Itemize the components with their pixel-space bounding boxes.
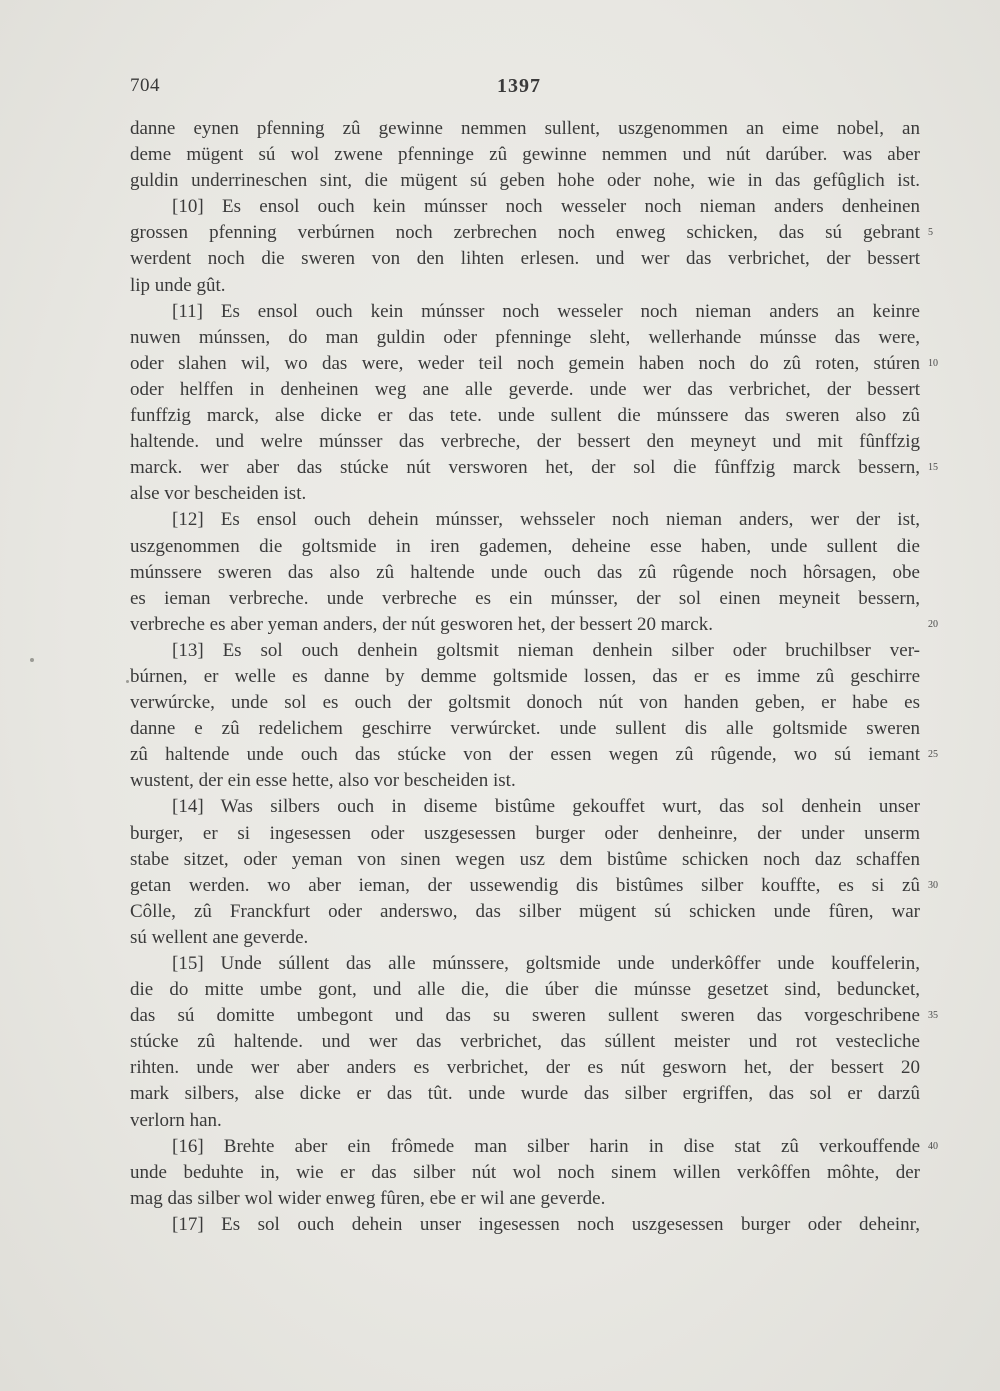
text-line: funffzig marck, alse dicke er das tete. unde sullent die múnssere das sweren also zû bbox=[130, 405, 920, 427]
margin-line-number: 30 bbox=[928, 879, 938, 891]
text-line: mag das silber wol wider enweg fûren, ebe er wil ane geverde. bbox=[130, 1187, 606, 1209]
text-line: danne e zû redelichem geschirre verwúrcket. unde sullent dis alle goltsmide sweren bbox=[130, 718, 920, 740]
text-line: die do mitte umbe gont, und alle die, die úber die múnsse gesetzet sind, beduncket, bbox=[130, 979, 920, 1001]
margin-line-number: 15 bbox=[928, 462, 938, 474]
text-line: marck. wer aber das stúcke nút versworen het, der sol die fûnffzig marck bessern, bbox=[130, 457, 920, 479]
text-line: zû haltende unde ouch das stúcke von der essen wegen zû rûgende, wo sú iemant bbox=[130, 744, 920, 766]
text-line: getan werden. wo aber ieman, der ussewendig dis bistûmes silber kouffte, es si zû bbox=[130, 874, 920, 896]
text-line: verbreche es aber yeman anders, der nút gesworen het, der bessert 20 marck. bbox=[130, 613, 713, 635]
text-line: grossen pfenning verbúrnen noch zerbrechen noch enweg schicken, das sú gebrant bbox=[130, 222, 920, 244]
text-line: [16] Brehte aber ein frômede man silber harin in dise stat zû verkouffende bbox=[172, 1135, 920, 1157]
page-year-heading: 1397 bbox=[497, 75, 541, 97]
text-line: sú wellent ane geverde. bbox=[130, 926, 309, 948]
text-line: stúcke zû haltende. und wer das verbrichet, das súllent meister und rot vestecliche bbox=[130, 1031, 920, 1053]
text-line: wustent, der ein esse hette, also vor bescheiden ist. bbox=[130, 770, 516, 792]
text-line: lip unde gût. bbox=[130, 274, 226, 296]
text-line: danne eynen pfenning zû gewinne nemmen sullent, uszgenommen an eime nobel, an bbox=[130, 118, 920, 139]
margin-line-number: 20 bbox=[928, 618, 938, 630]
text-line: guldin underrineschen sint, die mügent sú geben hohe oder nohe, wie in das gefûglich ist. bbox=[130, 170, 920, 192]
margin-line-number: 40 bbox=[928, 1140, 938, 1152]
margin-line-number: 10 bbox=[928, 357, 938, 369]
margin-line-number: 5 bbox=[928, 227, 933, 239]
text-line: [17] Es sol ouch dehein unser ingesessen noch uszgesessen burger oder deheinr, bbox=[172, 1213, 920, 1235]
margin-line-number: 25 bbox=[928, 749, 938, 761]
text-line: burger, er si ingesessen oder uszgesessen burger oder denheinre, der under unserm bbox=[130, 822, 920, 844]
text-line: [12] Es ensol ouch dehein múnsser, wehsseler noch nieman anders, wer der ist, bbox=[172, 509, 920, 531]
margin-line-number: 35 bbox=[928, 1010, 938, 1022]
text-line: [10] Es ensol ouch kein múnsser noch wesseler noch nieman anders denheinen bbox=[172, 196, 920, 218]
body-text bbox=[130, 116, 920, 1238]
text-line: alse vor bescheiden ist. bbox=[130, 483, 307, 505]
text-line: oder helffen in denheinen weg ane alle geverde. unde wer das verbrichet, der bessert bbox=[130, 378, 920, 400]
text-line: nuwen múnssen, do man guldin oder pfenninge sleht, wellerhande múnsse das were, bbox=[130, 326, 920, 348]
text-line: verlorn han. bbox=[130, 1109, 222, 1131]
text-line: deme mügent sú wol zwene pfenninge zû gewinne nemmen und nút darúber. was aber bbox=[130, 144, 920, 166]
paper-speck bbox=[126, 680, 129, 683]
text-line: [14] Was silbers ouch in diseme bistûme gekouffet wurt, das sol denhein unser bbox=[172, 796, 920, 818]
page-number: 704 bbox=[130, 75, 160, 96]
text-line: múnssere sweren das also zû haltende unde ouch das zû rûgende noch hôrsagen, obe bbox=[130, 561, 920, 583]
text-line: [13] Es sol ouch denhein goltsmit nieman denhein silber oder bruchilbser ver- bbox=[172, 639, 920, 661]
text-line: oder slahen wil, wo das were, weder teil noch gemein haben noch do zû roten, stúren bbox=[130, 352, 920, 374]
text-line: stabe sitzet, oder yeman von sinen wegen usz dem bistûme schicken noch daz schaffen bbox=[130, 848, 920, 870]
text-line: haltende. und welre múnsser das verbreche, der bessert den meyneyt und mit fûnffzig bbox=[130, 431, 920, 453]
text-line: Côlle, zû Franckfurt oder anderswo, das silber mügent sú schicken unde fûren, war bbox=[130, 900, 920, 922]
text-line: mark silbers, alse dicke er das tût. unde wurde das silber ergriffen, das sol er darzû bbox=[130, 1083, 920, 1105]
text-line: es ieman verbreche. unde verbreche es ein múnsser, der sol einen meyneit bessern, bbox=[130, 587, 920, 609]
text-line: werdent noch die sweren von den lihten erlesen. und wer das verbrichet, der bessert bbox=[130, 248, 920, 270]
paper-speck bbox=[30, 658, 34, 662]
text-line: búrnen, er welle es danne by demme goltsmide lossen, das er es imme zû geschirre bbox=[130, 665, 920, 687]
text-line: [15] Unde súllent das alle múnssere, goltsmide unde underkôffer unde kouffelerin, bbox=[172, 953, 920, 974]
text-line: verwúrcke, unde sol es ouch der goltsmit donoch nút von handen geben, er habe es bbox=[130, 692, 920, 714]
text-line: rihten. unde wer aber anders es verbrichet, der es nút gesworn het, der bessert 20 bbox=[130, 1057, 920, 1079]
text-line: [11] Es ensol ouch kein múnsser noch wesseler noch nieman anders an keinre bbox=[172, 300, 920, 322]
text-line: unde beduhte in, wie er das silber nút wol noch sinem willen verkôffen môhte, der bbox=[130, 1161, 920, 1183]
text-line: das sú domitte umbegont und das su sweren sullent sweren das vorgeschribene bbox=[130, 1005, 920, 1027]
text-line: uszgenommen die goltsmide in iren gademen, deheine esse haben, unde sullent die bbox=[130, 535, 920, 557]
